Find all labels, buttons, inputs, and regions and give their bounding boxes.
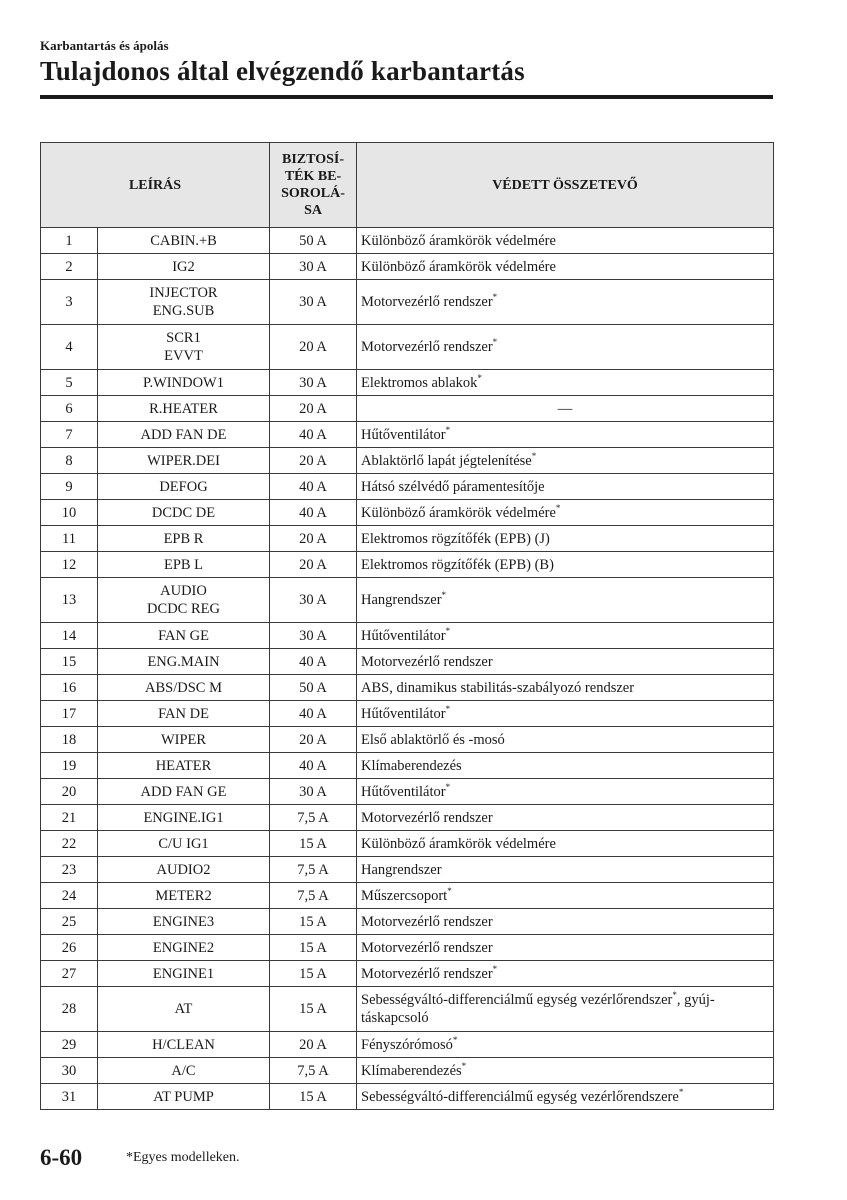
- footnote-marker: *: [678, 1086, 684, 1097]
- fuse-description: [98, 552, 270, 578]
- fuse-description: [98, 909, 270, 935]
- fuse-rating: 30 A: [270, 779, 357, 805]
- fuse-description: [98, 857, 270, 883]
- protected-component: [357, 935, 774, 961]
- fuse-description: [98, 649, 270, 675]
- footnote-marker: *: [492, 337, 498, 348]
- fuse-number: 2: [41, 254, 98, 280]
- footnote-marker: *: [477, 372, 482, 383]
- fuse-description-line: FAN GE: [158, 627, 209, 644]
- fuse-description-line: C/U IG1: [158, 835, 209, 852]
- protected-component-text: Hűtőventilátor: [361, 705, 446, 722]
- fuse-description: [98, 396, 270, 422]
- fuse-description-line: CABIN.+B: [150, 232, 217, 249]
- fuse-description-line: ENG.SUB: [152, 303, 215, 319]
- fuse-description: [98, 935, 270, 961]
- footnote-marker: *: [447, 885, 452, 896]
- header-rating-line: TÉK BE-: [284, 169, 342, 184]
- protected-component-text: Motorvezérlő rendszer: [361, 809, 493, 826]
- protected-component-text: Hűtőventilátor: [361, 426, 446, 443]
- fuse-description-line: ENGINE.IG1: [143, 809, 224, 826]
- protected-component-text: Műszercsoport: [361, 887, 448, 904]
- fuse-description: [98, 623, 270, 649]
- fuse-rating: 7,5 A: [270, 883, 357, 909]
- protected-component: [357, 325, 774, 370]
- table-row: [41, 422, 774, 448]
- fuse-description-line: A/C: [171, 1062, 196, 1079]
- protected-component-text: Sebességváltó-differenciálmű egység vezérlőrendszere: [361, 1088, 679, 1105]
- table-row: [41, 396, 774, 422]
- protected-component-text: Ablaktörlő lapát jégtelenítése: [361, 452, 532, 469]
- fuse-number: 3: [41, 280, 98, 325]
- fuse-number: 21: [41, 805, 98, 831]
- page-number: 6-60: [40, 1145, 83, 1170]
- fuse-description-line: ENGINE1: [152, 965, 215, 982]
- header-rating-line: SA: [304, 203, 322, 218]
- fuse-number: 23: [41, 857, 98, 883]
- fuse-number: 6: [41, 396, 98, 422]
- protected-component-line2: táskapcsoló: [361, 1010, 429, 1026]
- fuse-description: [98, 805, 270, 831]
- fuse-rating: 40 A: [270, 753, 357, 779]
- protected-component-text: Hűtőventilátor: [361, 627, 446, 644]
- footnote-marker: *: [531, 450, 537, 461]
- fuse-table-body: [41, 228, 774, 1110]
- protected-component-text: Klímaberendezés: [361, 757, 462, 774]
- header-rating: [270, 143, 357, 228]
- protected-component-text: Motorvezérlő rendszer: [361, 653, 493, 670]
- table-row: [41, 500, 774, 526]
- table-row: [41, 578, 774, 623]
- fuse-number: 19: [41, 753, 98, 779]
- fuse-description-line: FAN DE: [158, 705, 209, 722]
- fuse-number: 15: [41, 649, 98, 675]
- fuse-description: [98, 961, 270, 987]
- table-row: [41, 1058, 774, 1084]
- protected-component: [357, 578, 774, 623]
- fuse-rating: 15 A: [270, 987, 357, 1032]
- fuse-number: 14: [41, 623, 98, 649]
- fuse-description-line: EPB L: [163, 556, 204, 573]
- fuse-description: [98, 325, 270, 370]
- fuse-table: [40, 142, 774, 1110]
- fuse-rating: 30 A: [270, 370, 357, 396]
- fuse-number: 9: [41, 474, 98, 500]
- fuse-description-line: IG2: [172, 258, 195, 275]
- fuse-rating: 30 A: [270, 254, 357, 280]
- fuse-description-line: SCR1: [166, 330, 201, 346]
- table-row: [41, 675, 774, 701]
- table-row: [41, 935, 774, 961]
- fuse-description: [98, 474, 270, 500]
- fuse-description-line: AT PUMP: [153, 1088, 214, 1105]
- table-row: [41, 987, 774, 1032]
- fuse-rating: 40 A: [270, 500, 357, 526]
- protected-component-text: Elektromos rögzítőfék (EPB) (J): [361, 530, 550, 547]
- protected-component-text: Hangrendszer: [361, 861, 442, 878]
- table-row: [41, 909, 774, 935]
- page-title: Tulajdonos által elvégzendő karbantartás: [40, 56, 525, 86]
- fuse-description-line: EVVT: [164, 348, 203, 364]
- fuse-number: 20: [41, 779, 98, 805]
- protected-component-text: Különböző áramkörök védelmére: [361, 504, 556, 521]
- fuse-description: [98, 753, 270, 779]
- table-row: [41, 1032, 774, 1058]
- protected-component-text: Elektromos ablakok: [361, 374, 478, 391]
- fuse-description-line: HEATER: [155, 757, 212, 774]
- protected-component: [357, 805, 774, 831]
- fuse-description: [98, 228, 270, 254]
- protected-component-text: Sebességváltó-differenciálmű egység vezérlőrendszer: [361, 992, 673, 1008]
- table-row: [41, 857, 774, 883]
- protected-component: [357, 649, 774, 675]
- footnote-marker: *: [445, 424, 451, 435]
- footnote-marker: *: [445, 625, 451, 636]
- fuse-description-line: DCDC DE: [151, 504, 216, 521]
- table-row: [41, 1084, 774, 1110]
- table-row: [41, 254, 774, 280]
- fuse-description: [98, 1084, 270, 1110]
- fuse-description: [98, 526, 270, 552]
- table-row: [41, 552, 774, 578]
- fuse-description-line: ENG.MAIN: [147, 653, 220, 670]
- fuse-number: 25: [41, 909, 98, 935]
- fuse-number: 11: [41, 526, 98, 552]
- fuse-rating: 30 A: [270, 280, 357, 325]
- fuse-description-line: ABS/DSC M: [145, 679, 222, 696]
- title-rule: [40, 95, 773, 99]
- table-row: [41, 448, 774, 474]
- table-row: [41, 727, 774, 753]
- protected-component: [357, 701, 774, 727]
- protected-component: [357, 448, 774, 474]
- fuse-number: 8: [41, 448, 98, 474]
- protected-component: [357, 552, 774, 578]
- table-header-row: [41, 143, 774, 228]
- protected-component-text: Motorvezérlő rendszer: [361, 913, 493, 930]
- table-row: [41, 280, 774, 325]
- protected-component: [357, 370, 774, 396]
- fuse-description-line: WIPER.DEI: [147, 452, 220, 469]
- fuse-rating: 20 A: [270, 727, 357, 753]
- protected-component-text: Motorvezérlő rendszer: [361, 965, 493, 982]
- fuse-description-line: ENGINE3: [152, 913, 215, 930]
- fuse-rating: 30 A: [270, 623, 357, 649]
- fuse-description: [98, 448, 270, 474]
- protected-component: [357, 526, 774, 552]
- protected-component-text: —: [557, 400, 573, 417]
- fuse-description: [98, 675, 270, 701]
- protected-component: [357, 228, 774, 254]
- fuse-number: 29: [41, 1032, 98, 1058]
- fuse-rating: 20 A: [270, 1032, 357, 1058]
- fuse-description: [98, 370, 270, 396]
- table-row: [41, 526, 774, 552]
- fuse-number: 28: [41, 987, 98, 1032]
- protected-component: [357, 623, 774, 649]
- fuse-description: [98, 254, 270, 280]
- protected-component-text: Hátsó szélvédő páramentesítője: [361, 478, 545, 495]
- protected-component-text: Motorvezérlő rendszer: [361, 294, 493, 310]
- fuse-description: [98, 727, 270, 753]
- protected-component: [357, 753, 774, 779]
- table-row: [41, 228, 774, 254]
- fuse-description: [98, 280, 270, 325]
- fuse-description-line: DCDC REG: [147, 601, 220, 617]
- fuse-description: [98, 831, 270, 857]
- protected-component: [357, 500, 774, 526]
- fuse-rating: 40 A: [270, 701, 357, 727]
- table-row: [41, 623, 774, 649]
- protected-component: [357, 254, 774, 280]
- header-description: LEÍRÁS: [41, 143, 270, 228]
- header-rating-line: SOROLÁ-: [281, 186, 345, 201]
- protected-component-text: Különböző áramkörök védelmére: [361, 258, 556, 275]
- section-label: Karbantartás és ápolás: [40, 38, 169, 53]
- fuse-description: [98, 1058, 270, 1084]
- table-row: [41, 370, 774, 396]
- protected-component: [357, 883, 774, 909]
- fuse-rating: 40 A: [270, 474, 357, 500]
- protected-component-text: Fényszórómosó: [361, 1036, 453, 1053]
- fuse-rating: 15 A: [270, 909, 357, 935]
- fuse-rating: 40 A: [270, 422, 357, 448]
- fuse-rating: 20 A: [270, 325, 357, 370]
- footnote-marker: *: [441, 590, 447, 601]
- fuse-number: 27: [41, 961, 98, 987]
- table-row: [41, 649, 774, 675]
- fuse-rating: 7,5 A: [270, 1058, 357, 1084]
- protected-component: [357, 909, 774, 935]
- protected-component-text: Klímaberendezés: [361, 1062, 462, 1079]
- fuse-number: 17: [41, 701, 98, 727]
- fuse-description: [98, 500, 270, 526]
- fuse-number: 10: [41, 500, 98, 526]
- fuse-description-line: ENGINE2: [152, 939, 215, 956]
- fuse-description-line: AUDIO: [160, 583, 207, 599]
- fuse-number: 26: [41, 935, 98, 961]
- footnote-marker: *: [672, 990, 677, 1001]
- fuse-description: [98, 1032, 270, 1058]
- protected-component-text: Motorvezérlő rendszer: [361, 339, 493, 355]
- fuse-description-line: EPB R: [163, 530, 204, 547]
- fuse-number: 1: [41, 228, 98, 254]
- table-row: [41, 805, 774, 831]
- fuse-rating: 7,5 A: [270, 857, 357, 883]
- fuse-number: 13: [41, 578, 98, 623]
- fuse-description: [98, 779, 270, 805]
- fuse-description-line: INJECTOR: [149, 285, 218, 301]
- fuse-number: 5: [41, 370, 98, 396]
- table-row: [41, 474, 774, 500]
- fuse-description-line: ADD FAN GE: [140, 783, 227, 800]
- fuse-description-line: P.WINDOW1: [143, 374, 224, 391]
- fuse-description: [98, 701, 270, 727]
- fuse-description-line: R.HEATER: [149, 400, 218, 417]
- protected-component-text: Hangrendszer: [361, 592, 442, 608]
- protected-component-text: Motorvezérlő rendszer: [361, 939, 493, 956]
- protected-component-text: ABS, dinamikus stabilitás-szabályozó rendszer: [361, 679, 635, 696]
- fuse-description: [98, 422, 270, 448]
- protected-component: [357, 1032, 774, 1058]
- fuse-number: 7: [41, 422, 98, 448]
- protected-component: [357, 857, 774, 883]
- footnote-marker: *: [445, 703, 451, 714]
- protected-component: [357, 961, 774, 987]
- fuse-rating: 20 A: [270, 552, 357, 578]
- protected-component: [357, 474, 774, 500]
- fuse-description-line: WIPER: [160, 731, 207, 748]
- fuse-rating: 20 A: [270, 526, 357, 552]
- protected-component-text: Első ablaktörlő és -mosó: [361, 731, 505, 748]
- fuse-description-line: H/CLEAN: [152, 1036, 215, 1053]
- table-row: [41, 961, 774, 987]
- table-row: [41, 701, 774, 727]
- footnote-marker: *: [555, 502, 561, 513]
- protected-component: [357, 675, 774, 701]
- fuse-rating: 15 A: [270, 935, 357, 961]
- fuse-rating: 15 A: [270, 831, 357, 857]
- table-row: [41, 325, 774, 370]
- fuse-description: [98, 987, 270, 1032]
- fuse-description: [98, 883, 270, 909]
- footnote-marker: *: [492, 963, 498, 974]
- fuse-description-line: DEFOG: [159, 478, 208, 495]
- fuse-rating: 20 A: [270, 396, 357, 422]
- fuse-number: 12: [41, 552, 98, 578]
- fuse-description-line: AT: [174, 1001, 193, 1017]
- footnote: *Egyes modelleken.: [126, 1150, 240, 1165]
- table-row: [41, 753, 774, 779]
- footnote-marker: *: [492, 292, 498, 303]
- fuse-number: 30: [41, 1058, 98, 1084]
- header-rating-line: BIZTOSÍ-: [282, 152, 345, 167]
- protected-component: [357, 1084, 774, 1110]
- protected-component-text: Elektromos rögzítőfék (EPB) (B): [361, 556, 554, 573]
- protected-component: [357, 280, 774, 325]
- fuse-description-line: METER2: [155, 887, 212, 904]
- fuse-number: 16: [41, 675, 98, 701]
- fuse-rating: 50 A: [270, 228, 357, 254]
- footnote-marker: *: [452, 1034, 458, 1045]
- fuse-rating: 15 A: [270, 961, 357, 987]
- fuse-number: 22: [41, 831, 98, 857]
- fuse-rating: 15 A: [270, 1084, 357, 1110]
- footnote-marker: *: [461, 1060, 467, 1071]
- protected-component: [357, 779, 774, 805]
- table-row: [41, 883, 774, 909]
- protected-component-text: Hűtőventilátor: [361, 783, 446, 800]
- fuse-rating: 50 A: [270, 675, 357, 701]
- fuse-rating: 40 A: [270, 649, 357, 675]
- fuse-number: 18: [41, 727, 98, 753]
- table-row: [41, 779, 774, 805]
- fuse-rating: 20 A: [270, 448, 357, 474]
- protected-component: [357, 727, 774, 753]
- protected-component: [357, 1058, 774, 1084]
- fuse-number: 24: [41, 883, 98, 909]
- protected-component: [357, 987, 774, 1032]
- protected-component-suffix: , gyúj-: [676, 992, 715, 1008]
- protected-component-text: Különböző áramkörök védelmére: [361, 232, 556, 249]
- protected-component: [357, 422, 774, 448]
- fuse-description: [98, 578, 270, 623]
- fuse-description-line: ADD FAN DE: [140, 426, 227, 443]
- fuse-number: 31: [41, 1084, 98, 1110]
- protected-component-text: Különböző áramkörök védelmére: [361, 835, 556, 852]
- fuse-description-line: AUDIO2: [156, 861, 211, 878]
- protected-component: [357, 831, 774, 857]
- footnote-marker: *: [445, 781, 451, 792]
- protected-component: [357, 396, 774, 422]
- header-component: VÉDETT ÖSSZETEVŐ: [357, 143, 774, 228]
- fuse-number: 4: [41, 325, 98, 370]
- fuse-rating: 7,5 A: [270, 805, 357, 831]
- fuse-rating: 30 A: [270, 578, 357, 623]
- table-row: [41, 831, 774, 857]
